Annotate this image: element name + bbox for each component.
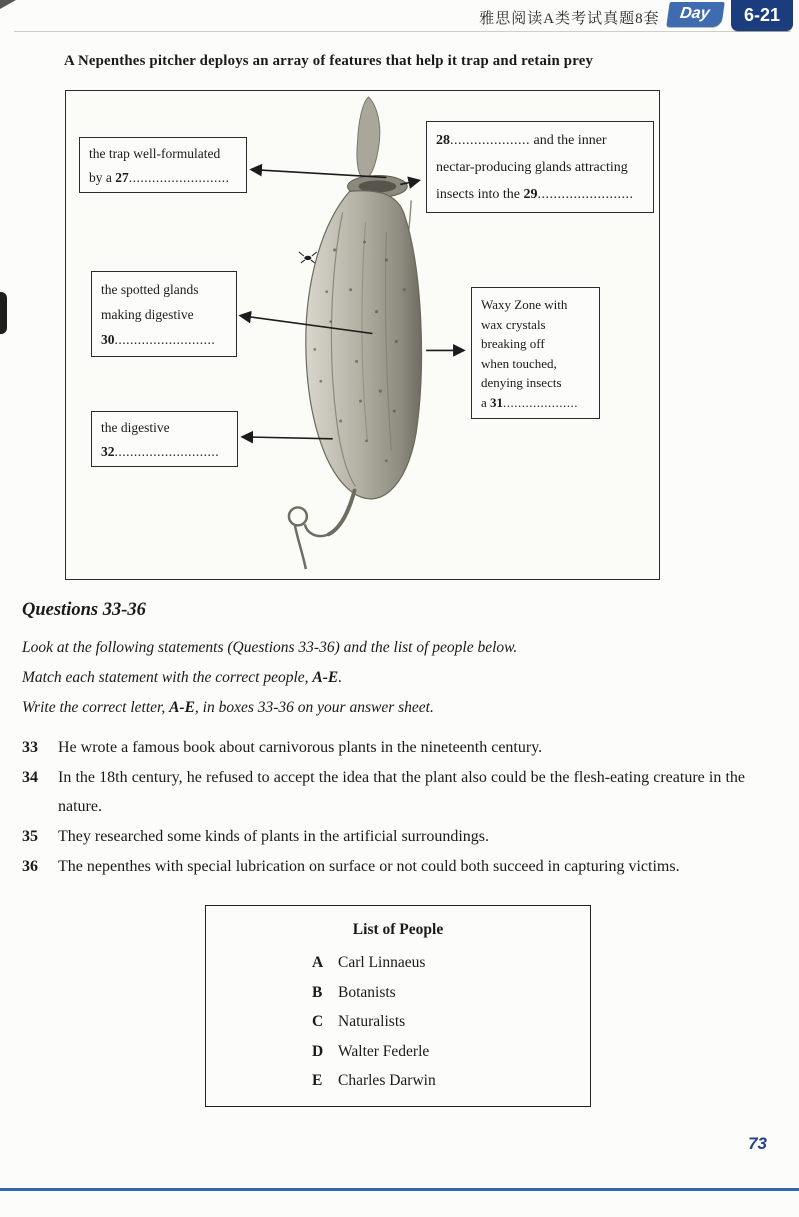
person-name: Naturalists (338, 1013, 406, 1030)
label-text: insects into the (436, 187, 524, 202)
question-row (22, 763, 759, 821)
list-of-people-box (205, 905, 591, 1107)
person-name: Carl Linnaeus (338, 954, 426, 971)
question-text: They researched some kinds of plants in the artificial surroundings. (58, 828, 489, 845)
diagram-label-30 (91, 271, 237, 357)
dotted-blank: .......................... (128, 170, 230, 185)
label-text: denying insects (481, 375, 562, 390)
questions-list (22, 733, 759, 881)
question-text: He wrote a famous book about carnivorous plants in the nineteenth century. (58, 739, 543, 756)
person-letter: D (312, 1042, 324, 1060)
day-badge: Day (666, 2, 725, 27)
blank-number-27: 27 (115, 170, 129, 185)
people-list (206, 948, 590, 1096)
instruction-text: . (338, 669, 343, 686)
label-text: when touched, (481, 355, 557, 371)
questions-section (22, 600, 759, 882)
dotted-blank: ........................ (537, 187, 634, 202)
label-text (101, 440, 228, 464)
person-name: Walter Federle (338, 1042, 430, 1060)
pitcher-diagram (65, 90, 660, 580)
dotted-blank: .................... (450, 133, 530, 148)
diagram-label-31 (471, 287, 600, 419)
person-letter: E (312, 1072, 323, 1089)
questions-heading: Questions 33-36 (22, 600, 146, 620)
label-text: and the inner (530, 133, 607, 148)
page-number: 73 (748, 1134, 767, 1153)
instruction-text: Match each statement with the correct people, (22, 669, 313, 686)
instruction-line (22, 693, 759, 723)
question-row (22, 733, 759, 762)
person-row (312, 948, 590, 978)
dotted-blank: .................... (503, 394, 579, 410)
label-text: the spotted glands (101, 282, 199, 297)
person-name: Botanists (338, 983, 396, 1001)
label-text (101, 327, 227, 352)
person-row (312, 978, 590, 1008)
question-number: 33 (22, 739, 38, 756)
blank-number-29: 29 (523, 187, 538, 202)
label-text: making digestive (101, 307, 194, 322)
label-text: Waxy Zone with (481, 297, 568, 312)
instruction-bold: A-E (312, 669, 339, 686)
question-number: 36 (22, 858, 38, 875)
dotted-blank: .......................... (114, 332, 216, 347)
instruction-text: Write the correct letter, (22, 699, 170, 716)
question-text: The nepenthes with special lubrication on surface or not could both succeed in capturing victims. (58, 858, 680, 875)
person-row (312, 1037, 590, 1067)
dotted-blank: ........................... (114, 444, 220, 459)
label-text: a (481, 394, 491, 410)
question-row (22, 852, 759, 881)
label-text (436, 181, 644, 208)
blank-number-30: 30 (101, 332, 115, 347)
instruction-bold: A-E (169, 699, 195, 716)
label-text: the digestive (101, 420, 170, 435)
blank-number-32: 32 (101, 444, 115, 459)
label-text: wax crystals (481, 316, 546, 332)
question-number: 34 (22, 769, 38, 786)
question-number: 35 (22, 828, 38, 845)
diagram-label-32 (91, 411, 238, 467)
label-text (89, 166, 237, 190)
scan-artifact-corner (0, 0, 16, 9)
person-letter: C (312, 1013, 324, 1030)
page-header (479, 0, 793, 31)
person-letter: B (312, 983, 323, 1001)
book-title: 雅思阅读A类考试真题8套 (479, 11, 660, 27)
label-text: by a (89, 170, 116, 185)
bottom-accent-line (0, 1188, 799, 1191)
question-text: In the 18th century, he refused to accept the idea that the plant also could be the flesh-eating creature in the nature. (58, 769, 745, 815)
diagram-title: A Nepenthes pitcher deploys an array of features that help it trap and retain prey (64, 53, 594, 69)
label-text: the trap well-formulated (89, 146, 221, 161)
instruction-line (22, 663, 759, 693)
instruction-text: , in boxes 33-36 on your answer sheet. (194, 699, 434, 716)
person-row (312, 1066, 590, 1096)
header-divider (14, 31, 791, 32)
person-row (312, 1007, 590, 1037)
scan-artifact-left-edge (0, 292, 7, 334)
label-text: nectar-producing glands attracting (436, 160, 628, 175)
list-of-people-title: List of People (352, 921, 444, 938)
diagram-label-28-29 (426, 121, 654, 213)
diagram-label-27 (79, 137, 247, 193)
label-text (481, 393, 590, 413)
instruction-line: Look at the following statements (Questions 33-36) and the list of people below. (22, 639, 518, 656)
person-letter: A (312, 954, 324, 971)
blank-number-28: 28 (436, 133, 450, 148)
person-name: Charles Darwin (338, 1072, 436, 1089)
day-number-badge: 6-21 (731, 0, 793, 31)
label-text (436, 127, 644, 154)
blank-number-31: 31 (490, 394, 504, 410)
insect-icon (299, 252, 317, 263)
question-row (22, 822, 759, 851)
label-text: breaking off (481, 336, 545, 351)
